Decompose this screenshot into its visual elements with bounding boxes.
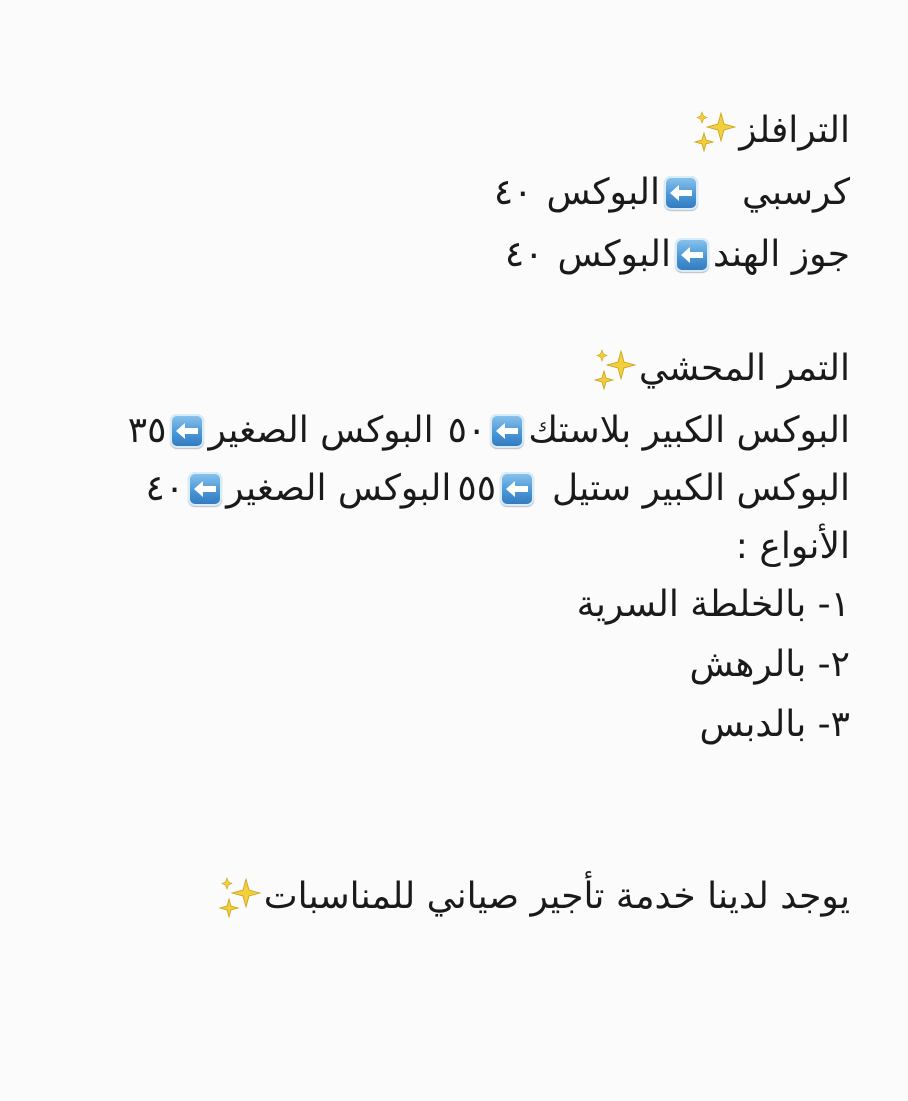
large-box-price: ٥٥ bbox=[457, 468, 497, 509]
left-arrow-icon bbox=[188, 472, 222, 506]
type-item: ٢- بالرهش bbox=[689, 644, 850, 685]
type-item: ٣- بالدبس bbox=[699, 704, 850, 745]
trafel-title: الترافلز bbox=[739, 110, 850, 151]
list-item bbox=[699, 700, 850, 750]
sparkles-icon bbox=[593, 347, 637, 391]
footer-note: يوجد لدينا خدمة تأجير صياني للمناسبات bbox=[263, 876, 850, 917]
type-item: ١- بالخلطة السرية bbox=[576, 584, 850, 625]
small-box-price: ٤٠ bbox=[145, 468, 185, 509]
left-arrow-icon bbox=[170, 414, 204, 448]
item-name: كرسبي bbox=[741, 172, 850, 213]
trafel-row-crispy bbox=[494, 168, 850, 218]
small-box-label: البوكس الصغير bbox=[208, 410, 434, 451]
sparkles-icon bbox=[218, 875, 262, 919]
types-heading-line bbox=[736, 522, 850, 572]
dates-title: التمر المحشي bbox=[638, 348, 850, 389]
dates-row-plastic bbox=[128, 406, 850, 456]
large-box-label: البوكس الكبير بلاستك bbox=[528, 410, 850, 451]
small-box-price: ٣٥ bbox=[127, 410, 167, 451]
left-arrow-icon bbox=[675, 238, 709, 272]
price: ٤٠ bbox=[493, 172, 533, 213]
types-heading: الأنواع : bbox=[735, 526, 850, 567]
trafel-row-coconut bbox=[505, 230, 850, 280]
dates-title-line bbox=[591, 344, 850, 394]
list-item bbox=[690, 640, 850, 690]
left-arrow-icon bbox=[490, 414, 524, 448]
box-label: البوكس bbox=[557, 234, 671, 275]
sparkles-icon bbox=[693, 109, 737, 153]
dates-row-steel bbox=[146, 464, 851, 514]
price: ٤٠ bbox=[504, 234, 544, 275]
trafel-title-line bbox=[691, 106, 850, 156]
box-label: البوكس bbox=[546, 172, 660, 213]
footer-note-line bbox=[216, 872, 850, 922]
small-box-label: البوكس الصغير bbox=[226, 468, 452, 509]
left-arrow-icon bbox=[500, 472, 534, 506]
item-name: جوز الهند bbox=[712, 234, 850, 275]
list-item bbox=[577, 580, 850, 630]
left-arrow-icon bbox=[664, 176, 698, 210]
large-box-price: ٥٠ bbox=[447, 410, 487, 451]
large-box-label: البوكس الكبير ستيل bbox=[552, 468, 850, 509]
